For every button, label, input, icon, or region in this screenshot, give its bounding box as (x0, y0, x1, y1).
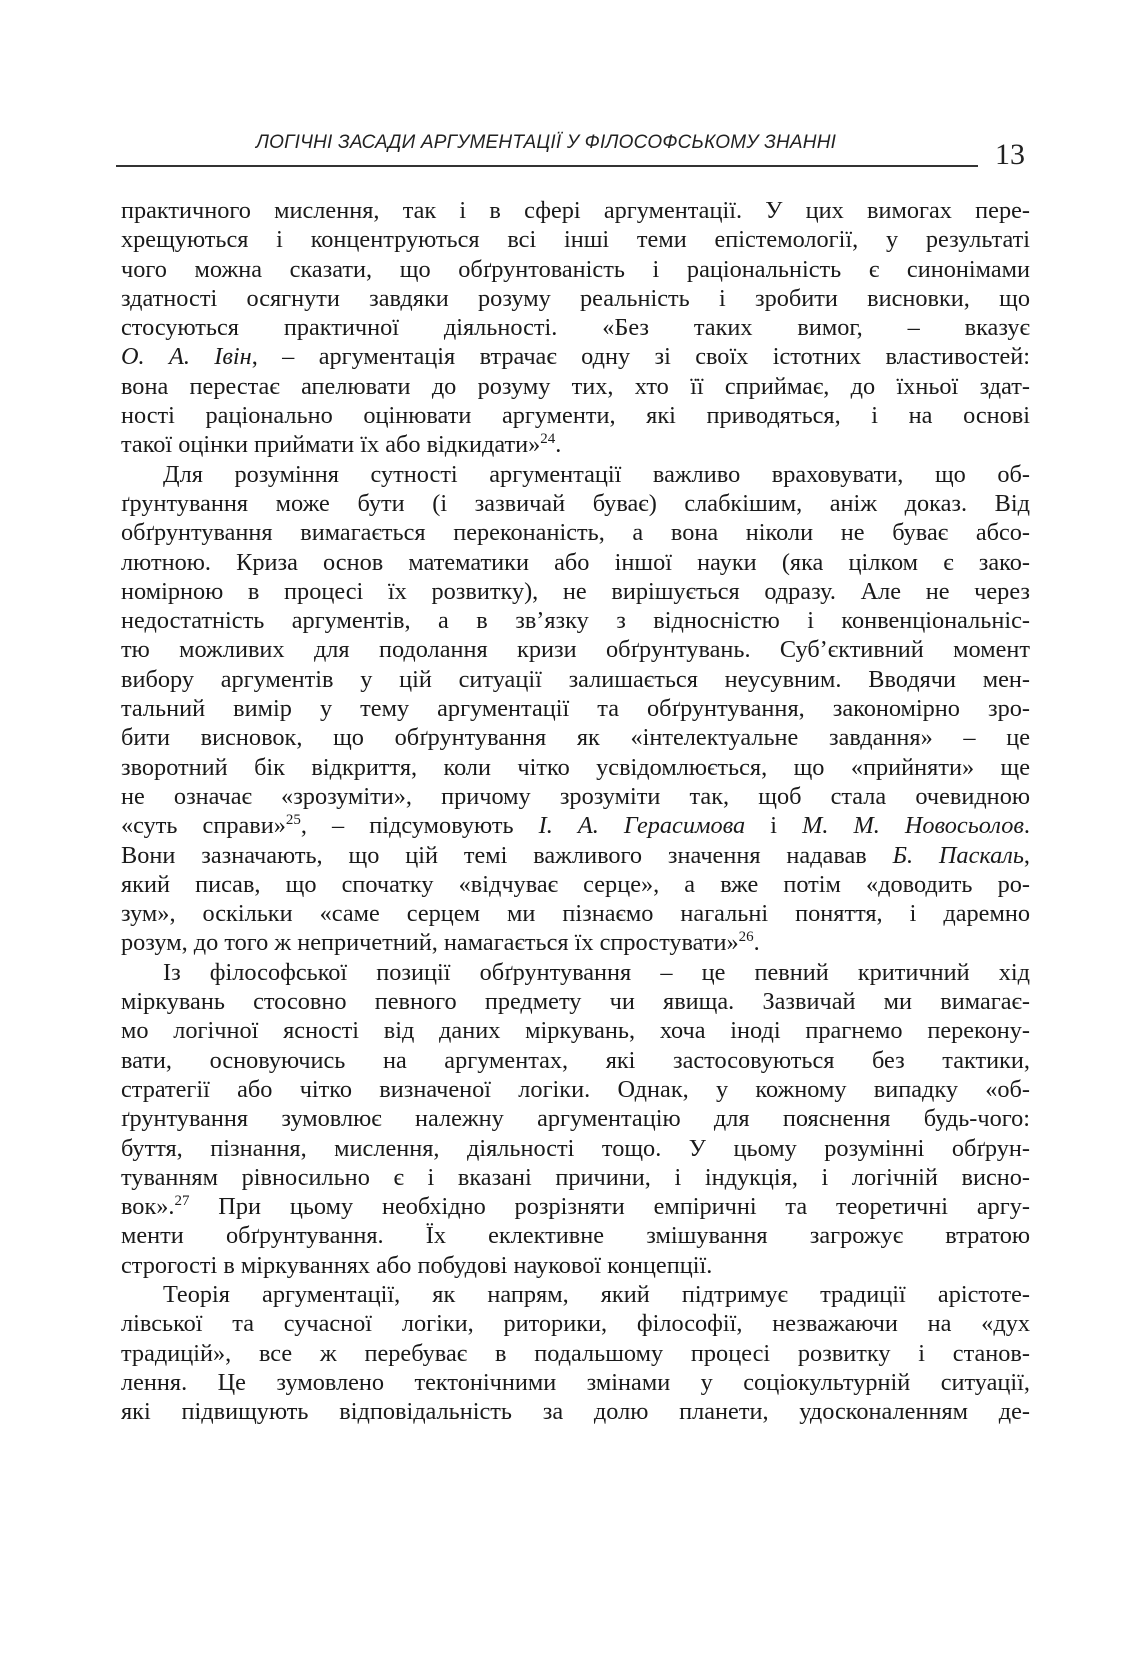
header-rule (116, 165, 978, 167)
text-span: , – аргументація втрачає одну зі своїх істотних властивостей: (251, 343, 1030, 371)
text-span: і (745, 812, 803, 840)
text-span: розум, до того ж непричетний, намагається їх спростувати» (121, 929, 739, 957)
text-line: практичного мислення, так і в сфері аргументації. У цих вимогах пере- (121, 197, 1030, 224)
footnote-ref[interactable]: 26 (738, 929, 754, 946)
text-line: стратегії або чітко визначеної логіки. Однак, у кожному випадку «об- (121, 1075, 1030, 1103)
page-number: 13 (995, 138, 1025, 171)
text-span: вок». (121, 1193, 175, 1221)
paragraph-3 (121, 958, 1030, 1280)
author-name: М. М. Новосьолов (802, 812, 1024, 840)
text-line (121, 342, 1030, 371)
text-line: ґрунтування може бути (і зазвичай буває) слабкішим, аніж доказ. Від (121, 489, 1030, 517)
text-line: ґрунтування зумовлює належну аргументацію для пояснення будь-чого: (121, 1105, 1030, 1133)
text-line (121, 1192, 1030, 1221)
text-line: Із філософської позиції обґрунтування – це певний критичний хід (163, 958, 1030, 986)
footnote-ref[interactable]: 25 (285, 812, 301, 829)
text-line: лютною. Криза основ математики або іншої науки (яка цілком є зако- (121, 548, 1030, 576)
text-line: вибору аргументів у цій ситуації залишається неусувним. Вводячи мен- (121, 665, 1030, 693)
paragraph-2 (121, 460, 1030, 958)
text-span: . (753, 929, 760, 957)
running-title: ЛОГІЧНІ ЗАСАДИ АРГУМЕНТАЦІЇ У ФІЛОСОФСЬКОМУ ЗНАННІ (255, 132, 837, 153)
text-line: хрещуються і концентруються всі інші теми епістемології, у результаті (121, 226, 1030, 254)
text-line: не означає «зрозуміти», причому зрозуміти так, щоб стала очевидною (121, 782, 1030, 810)
text-line: який писав, що спочатку «відчуває серце», а вже потім «доводить ро- (121, 870, 1030, 898)
text-line: міркувань стосовно певного предмету чи явища. Зазвичай ми вимагає- (121, 988, 1030, 1016)
text-line: вати, основуючись на аргументах, які застосовуються без тактики, (121, 1046, 1030, 1074)
author-name: І. А. Герасимова (538, 812, 746, 840)
text-line: тю можливих для подолання кризи обґрунтувань. Суб’єктивний момент (121, 636, 1030, 664)
text-span: «суть справи» (121, 812, 286, 840)
text-line: які підвищують відповідальність за долю планети, удосконаленням де- (121, 1398, 1030, 1426)
text-line (121, 928, 1030, 957)
body-text (121, 196, 1030, 1426)
paragraph-4 (121, 1280, 1030, 1426)
text-line: зум», оскільки «саме серцем ми пізнаємо нагальні поняття, і даремно (121, 900, 1030, 928)
text-line: обґрунтування вимагається переконаність, а вона ніколи не буває абсо- (121, 519, 1030, 547)
text-line (121, 811, 1030, 840)
text-line: лівської та сучасної логіки, риторики, філософії, незважаючи на «дух (121, 1310, 1030, 1338)
author-name: О. А. Івін (121, 343, 252, 371)
footnote-ref[interactable]: 24 (540, 431, 556, 448)
footnote-ref[interactable]: 27 (174, 1193, 190, 1210)
text-line: вона перестає апелювати до розуму тих, хто її сприймає, до їхньої здат- (121, 372, 1030, 400)
text-line: недостатність аргументів, а в зв’язку з відносністю і конвенціональніс- (121, 607, 1030, 635)
text-line (121, 841, 1030, 870)
text-line: туванням рівносильно є і вказані причини, і індукція, і логічній висно- (121, 1163, 1030, 1191)
text-line: мо логічної ясності від даних міркувань, хоча іноді прагнемо перекону- (121, 1017, 1030, 1045)
text-line: бити висновок, що обґрунтування як «інтелектуальне завдання» – це (121, 724, 1030, 752)
text-span: , (1023, 841, 1030, 869)
text-line: строгості в міркуваннях або побудові наукової концепції. (121, 1251, 713, 1279)
text-line: номірною в процесі їх розвитку), не вирішується одразу. Але не через (121, 577, 1030, 605)
author-name: Б. Паскаль (892, 841, 1024, 869)
text-span: Вони зазначають, що цій темі важливого значення надавав (121, 841, 893, 869)
text-line: менти обґрунтування. Їх еклективне змішування загрожує втратою (121, 1222, 1030, 1250)
text-line: зворотний бік відкриття, коли чітко усвідомлюється, що «прийняти» ще (121, 753, 1030, 781)
text-line: Теорія аргументації, як напрям, який підтримує традиції арістоте- (163, 1280, 1030, 1308)
text-span: При цьому необхідно розрізняти емпіричні та теоретичні аргу- (189, 1193, 1030, 1221)
text-span: такої оцінки приймати їх або відкидати» (121, 431, 541, 459)
text-line: тальний вимір у тему аргументації та обґрунтування, закономірно зро- (121, 695, 1030, 723)
text-line: стосуються практичної діяльності. «Без таких вимог, – вказує (121, 314, 1030, 342)
text-line: ності раціонально оцінювати аргументи, які приводяться, і на основі (121, 402, 1030, 430)
text-line: лення. Це зумовлено тектонічними змінами у соціокультурній ситуації, (121, 1368, 1030, 1396)
text-line: традицій», все ж перебуває в подальшому процесі розвитку і станов- (121, 1339, 1030, 1367)
text-line: чого можна сказати, що обґрунтованість і раціональність є синонімами (121, 255, 1030, 283)
text-span: . (555, 431, 562, 459)
text-span: , – підсумовують (300, 812, 539, 840)
text-line (121, 430, 1030, 459)
text-line: Для розуміння сутності аргументації важливо враховувати, що об- (163, 460, 1030, 488)
paragraph-1 (121, 196, 1030, 460)
text-line: буття, пізнання, мислення, діяльності тощо. У цьому розумінні обґрун- (121, 1134, 1030, 1162)
text-span: . (1023, 812, 1030, 840)
text-line: здатності осягнути завдяки розуму реальність і зробити висновки, що (121, 284, 1030, 312)
